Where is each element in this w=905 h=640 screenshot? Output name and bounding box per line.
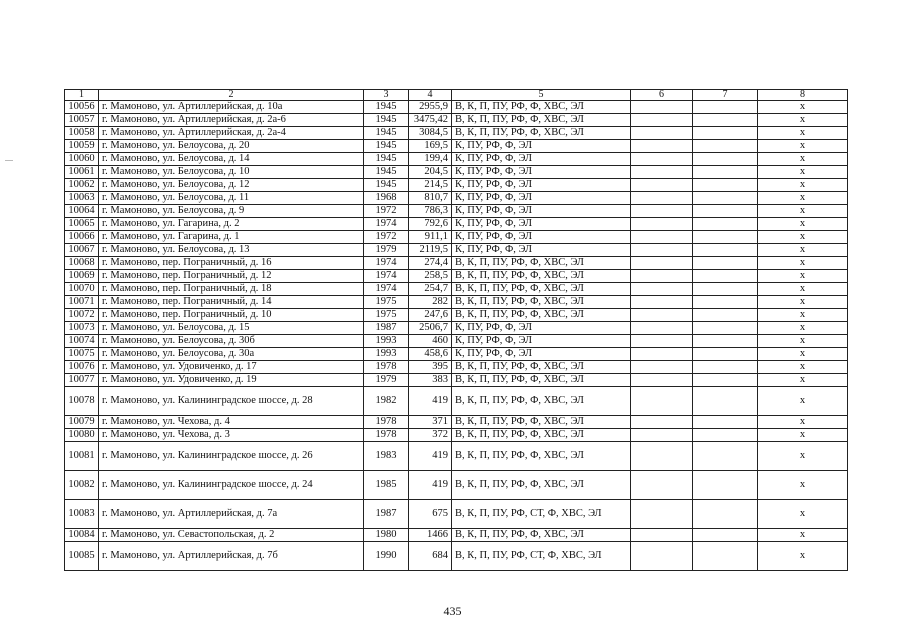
- area-cell: 204,5: [409, 166, 452, 179]
- header-cell-5: 5: [452, 90, 631, 101]
- column-7-cell: [693, 348, 758, 361]
- equipment-cell: К, ПУ, РФ, Ф, ЭЛ: [452, 205, 631, 218]
- header-cell-3: 3: [364, 90, 409, 101]
- column-7-cell: [693, 218, 758, 231]
- table-row: [65, 192, 848, 205]
- year-cell: 1980: [364, 529, 409, 542]
- column-7-cell: [693, 500, 758, 529]
- column-6-cell: [631, 192, 693, 205]
- equipment-cell: В, К, П, ПУ, РФ, Ф, ХВС, ЭЛ: [452, 361, 631, 374]
- column-8-mark: x: [758, 114, 848, 127]
- address-cell: г. Мамоново, ул. Белоусова, д. 14: [99, 153, 364, 166]
- year-cell: 1993: [364, 348, 409, 361]
- year-cell: 1945: [364, 127, 409, 140]
- area-cell: 395: [409, 361, 452, 374]
- column-6-cell: [631, 179, 693, 192]
- year-cell: 1974: [364, 270, 409, 283]
- column-7-cell: [693, 529, 758, 542]
- area-cell: 786,3: [409, 205, 452, 218]
- record-number: 10071: [65, 296, 99, 309]
- area-cell: 3475,42: [409, 114, 452, 127]
- table-row: [65, 257, 848, 270]
- column-8-mark: x: [758, 101, 848, 114]
- area-cell: 247,6: [409, 309, 452, 322]
- address-cell: г. Мамоново, ул. Белоусова, д. 20: [99, 140, 364, 153]
- record-number: 10069: [65, 270, 99, 283]
- year-cell: 1945: [364, 179, 409, 192]
- equipment-cell: В, К, П, ПУ, РФ, СТ, Ф, ХВС, ЭЛ: [452, 500, 631, 529]
- equipment-cell: В, К, П, ПУ, РФ, Ф, ХВС, ЭЛ: [452, 283, 631, 296]
- equipment-cell: К, ПУ, РФ, Ф, ЭЛ: [452, 179, 631, 192]
- year-cell: 1987: [364, 322, 409, 335]
- column-6-cell: [631, 542, 693, 571]
- column-7-cell: [693, 244, 758, 257]
- column-6-cell: [631, 442, 693, 471]
- column-7-cell: [693, 283, 758, 296]
- column-6-cell: [631, 309, 693, 322]
- year-cell: 1945: [364, 114, 409, 127]
- record-number: 10085: [65, 542, 99, 571]
- year-cell: 1974: [364, 218, 409, 231]
- table-row: [65, 361, 848, 374]
- address-cell: г. Мамоново, ул. Белоусова, д. 11: [99, 192, 364, 205]
- area-cell: 372: [409, 429, 452, 442]
- column-8-mark: x: [758, 335, 848, 348]
- column-7-cell: [693, 179, 758, 192]
- year-cell: 1945: [364, 166, 409, 179]
- table-row: [65, 153, 848, 166]
- column-6-cell: [631, 101, 693, 114]
- area-cell: 675: [409, 500, 452, 529]
- column-7-cell: [693, 361, 758, 374]
- column-8-mark: x: [758, 296, 848, 309]
- column-6-cell: [631, 322, 693, 335]
- column-8-mark: x: [758, 283, 848, 296]
- column-8-mark: x: [758, 387, 848, 416]
- equipment-cell: В, К, П, ПУ, РФ, Ф, ХВС, ЭЛ: [452, 270, 631, 283]
- header-cell-7: 7: [693, 90, 758, 101]
- year-cell: 1979: [364, 244, 409, 257]
- table-row: [65, 542, 848, 571]
- address-cell: г. Мамоново, ул. Калининградское шоссе, д. 24: [99, 471, 364, 500]
- column-7-cell: [693, 166, 758, 179]
- equipment-cell: В, К, П, ПУ, РФ, СТ, Ф, ХВС, ЭЛ: [452, 542, 631, 571]
- table-row: [65, 296, 848, 309]
- column-7-cell: [693, 335, 758, 348]
- address-cell: г. Мамоново, ул. Белоусова, д. 30б: [99, 335, 364, 348]
- table-row: [65, 244, 848, 257]
- equipment-cell: В, К, П, ПУ, РФ, Ф, ХВС, ЭЛ: [452, 442, 631, 471]
- column-7-cell: [693, 542, 758, 571]
- year-cell: 1990: [364, 542, 409, 571]
- record-number: 10059: [65, 140, 99, 153]
- address-cell: г. Мамоново, пер. Пограничный, д. 16: [99, 257, 364, 270]
- address-cell: г. Мамоново, ул. Чехова, д. 3: [99, 429, 364, 442]
- equipment-cell: К, ПУ, РФ, Ф, ЭЛ: [452, 335, 631, 348]
- column-8-mark: x: [758, 309, 848, 322]
- column-6-cell: [631, 471, 693, 500]
- table-row: [65, 416, 848, 429]
- equipment-cell: В, К, П, ПУ, РФ, Ф, ХВС, ЭЛ: [452, 127, 631, 140]
- record-number: 10073: [65, 322, 99, 335]
- column-6-cell: [631, 283, 693, 296]
- header-cell-4: 4: [409, 90, 452, 101]
- housing-register-table: [64, 89, 848, 571]
- equipment-cell: В, К, П, ПУ, РФ, Ф, ХВС, ЭЛ: [452, 257, 631, 270]
- record-number: 10061: [65, 166, 99, 179]
- header-cell-6: 6: [631, 90, 693, 101]
- column-6-cell: [631, 166, 693, 179]
- column-6-cell: [631, 416, 693, 429]
- year-cell: 1993: [364, 335, 409, 348]
- record-number: 10062: [65, 179, 99, 192]
- equipment-cell: В, К, П, ПУ, РФ, Ф, ХВС, ЭЛ: [452, 309, 631, 322]
- address-cell: г. Мамоново, ул. Белоусова, д. 10: [99, 166, 364, 179]
- column-7-cell: [693, 231, 758, 244]
- record-number: 10074: [65, 335, 99, 348]
- table-header-row: [65, 90, 848, 101]
- area-cell: 1466: [409, 529, 452, 542]
- area-cell: 684: [409, 542, 452, 571]
- address-cell: г. Мамоново, пер. Пограничный, д. 10: [99, 309, 364, 322]
- column-6-cell: [631, 348, 693, 361]
- record-number: 10067: [65, 244, 99, 257]
- area-cell: 282: [409, 296, 452, 309]
- column-6-cell: [631, 205, 693, 218]
- column-6-cell: [631, 218, 693, 231]
- column-8-mark: x: [758, 205, 848, 218]
- table-row: [65, 335, 848, 348]
- area-cell: 911,1: [409, 231, 452, 244]
- equipment-cell: В, К, П, ПУ, РФ, Ф, ХВС, ЭЛ: [452, 374, 631, 387]
- equipment-cell: В, К, П, ПУ, РФ, Ф, ХВС, ЭЛ: [452, 101, 631, 114]
- area-cell: 383: [409, 374, 452, 387]
- year-cell: 1945: [364, 140, 409, 153]
- area-cell: 214,5: [409, 179, 452, 192]
- column-7-cell: [693, 309, 758, 322]
- address-cell: г. Мамоново, ул. Белоусова, д. 9: [99, 205, 364, 218]
- address-cell: г. Мамоново, пер. Пограничный, д. 12: [99, 270, 364, 283]
- year-cell: 1975: [364, 309, 409, 322]
- column-8-mark: x: [758, 500, 848, 529]
- table-row: [65, 471, 848, 500]
- year-cell: 1978: [364, 416, 409, 429]
- table-row: [65, 127, 848, 140]
- address-cell: г. Мамоново, пер. Пограничный, д. 14: [99, 296, 364, 309]
- year-cell: 1945: [364, 101, 409, 114]
- table-row: [65, 387, 848, 416]
- column-8-mark: x: [758, 542, 848, 571]
- column-8-mark: x: [758, 322, 848, 335]
- column-8-mark: x: [758, 192, 848, 205]
- table-row: [65, 500, 848, 529]
- column-7-cell: [693, 429, 758, 442]
- year-cell: 1972: [364, 205, 409, 218]
- column-7-cell: [693, 374, 758, 387]
- address-cell: г. Мамоново, ул. Артиллерийская, д. 7б: [99, 542, 364, 571]
- table-row: [65, 429, 848, 442]
- record-number: 10060: [65, 153, 99, 166]
- record-number: 10084: [65, 529, 99, 542]
- table-row: [65, 140, 848, 153]
- table-row: [65, 442, 848, 471]
- area-cell: 419: [409, 471, 452, 500]
- table-row: [65, 374, 848, 387]
- record-number: 10056: [65, 101, 99, 114]
- table-row: [65, 322, 848, 335]
- record-number: 10065: [65, 218, 99, 231]
- column-8-mark: x: [758, 429, 848, 442]
- column-8-mark: x: [758, 529, 848, 542]
- address-cell: г. Мамоново, ул. Гагарина, д. 2: [99, 218, 364, 231]
- equipment-cell: В, К, П, ПУ, РФ, Ф, ХВС, ЭЛ: [452, 529, 631, 542]
- column-8-mark: x: [758, 231, 848, 244]
- address-cell: г. Мамоново, ул. Калининградское шоссе, д. 26: [99, 442, 364, 471]
- column-7-cell: [693, 387, 758, 416]
- record-number: 10057: [65, 114, 99, 127]
- column-8-mark: x: [758, 348, 848, 361]
- column-6-cell: [631, 114, 693, 127]
- area-cell: 419: [409, 442, 452, 471]
- column-6-cell: [631, 335, 693, 348]
- record-number: 10068: [65, 257, 99, 270]
- equipment-cell: В, К, П, ПУ, РФ, Ф, ХВС, ЭЛ: [452, 471, 631, 500]
- address-cell: г. Мамоново, ул. Севастопольская, д. 2: [99, 529, 364, 542]
- margin-mark: [5, 160, 13, 161]
- record-number: 10063: [65, 192, 99, 205]
- area-cell: 3084,5: [409, 127, 452, 140]
- year-cell: 1974: [364, 257, 409, 270]
- address-cell: г. Мамоново, ул. Артиллерийская, д. 2а-6: [99, 114, 364, 127]
- table-row: [65, 309, 848, 322]
- header-cell-2: 2: [99, 90, 364, 101]
- record-number: 10082: [65, 471, 99, 500]
- column-7-cell: [693, 471, 758, 500]
- equipment-cell: К, ПУ, РФ, Ф, ЭЛ: [452, 153, 631, 166]
- column-6-cell: [631, 231, 693, 244]
- year-cell: 1979: [364, 374, 409, 387]
- year-cell: 1974: [364, 283, 409, 296]
- address-cell: г. Мамоново, ул. Чехова, д. 4: [99, 416, 364, 429]
- year-cell: 1983: [364, 442, 409, 471]
- column-6-cell: [631, 270, 693, 283]
- column-8-mark: x: [758, 416, 848, 429]
- column-6-cell: [631, 500, 693, 529]
- table-row: [65, 348, 848, 361]
- record-number: 10077: [65, 374, 99, 387]
- area-cell: 2506,7: [409, 322, 452, 335]
- record-number: 10072: [65, 309, 99, 322]
- address-cell: г. Мамоново, ул. Белоусова, д. 12: [99, 179, 364, 192]
- column-6-cell: [631, 296, 693, 309]
- area-cell: 258,5: [409, 270, 452, 283]
- year-cell: 1945: [364, 153, 409, 166]
- area-cell: 419: [409, 387, 452, 416]
- table-row: [65, 114, 848, 127]
- area-cell: 254,7: [409, 283, 452, 296]
- equipment-cell: К, ПУ, РФ, Ф, ЭЛ: [452, 218, 631, 231]
- record-number: 10083: [65, 500, 99, 529]
- column-6-cell: [631, 361, 693, 374]
- address-cell: г. Мамоново, ул. Удовиченко, д. 17: [99, 361, 364, 374]
- record-number: 10066: [65, 231, 99, 244]
- column-6-cell: [631, 387, 693, 416]
- column-7-cell: [693, 192, 758, 205]
- table-row: [65, 205, 848, 218]
- record-number: 10080: [65, 429, 99, 442]
- column-6-cell: [631, 429, 693, 442]
- year-cell: 1975: [364, 296, 409, 309]
- column-7-cell: [693, 101, 758, 114]
- column-7-cell: [693, 322, 758, 335]
- column-8-mark: x: [758, 153, 848, 166]
- table-row: [65, 283, 848, 296]
- equipment-cell: К, ПУ, РФ, Ф, ЭЛ: [452, 348, 631, 361]
- area-cell: 199,4: [409, 153, 452, 166]
- table-row: [65, 101, 848, 114]
- year-cell: 1985: [364, 471, 409, 500]
- address-cell: г. Мамоново, пер. Пограничный, д. 18: [99, 283, 364, 296]
- column-6-cell: [631, 153, 693, 166]
- column-6-cell: [631, 140, 693, 153]
- area-cell: 810,7: [409, 192, 452, 205]
- equipment-cell: К, ПУ, РФ, Ф, ЭЛ: [452, 244, 631, 257]
- address-cell: г. Мамоново, ул. Белоусова, д. 30а: [99, 348, 364, 361]
- address-cell: г. Мамоново, ул. Артиллерийская, д. 7а: [99, 500, 364, 529]
- address-cell: г. Мамоново, ул. Калининградское шоссе, д. 28: [99, 387, 364, 416]
- column-6-cell: [631, 244, 693, 257]
- column-7-cell: [693, 114, 758, 127]
- column-7-cell: [693, 205, 758, 218]
- column-8-mark: x: [758, 140, 848, 153]
- equipment-cell: В, К, П, ПУ, РФ, Ф, ХВС, ЭЛ: [452, 429, 631, 442]
- year-cell: 1978: [364, 429, 409, 442]
- area-cell: 458,6: [409, 348, 452, 361]
- area-cell: 169,5: [409, 140, 452, 153]
- address-cell: г. Мамоново, ул. Артиллерийская, д. 2а-4: [99, 127, 364, 140]
- header-cell-8: 8: [758, 90, 848, 101]
- year-cell: 1978: [364, 361, 409, 374]
- year-cell: 1982: [364, 387, 409, 416]
- area-cell: 371: [409, 416, 452, 429]
- column-6-cell: [631, 529, 693, 542]
- column-6-cell: [631, 127, 693, 140]
- column-8-mark: x: [758, 244, 848, 257]
- column-7-cell: [693, 442, 758, 471]
- address-cell: г. Мамоново, ул. Белоусова, д. 13: [99, 244, 364, 257]
- table-row: [65, 166, 848, 179]
- column-8-mark: x: [758, 218, 848, 231]
- column-8-mark: x: [758, 270, 848, 283]
- column-8-mark: x: [758, 471, 848, 500]
- table-row: [65, 218, 848, 231]
- column-8-mark: x: [758, 361, 848, 374]
- record-number: 10070: [65, 283, 99, 296]
- equipment-cell: В, К, П, ПУ, РФ, Ф, ХВС, ЭЛ: [452, 416, 631, 429]
- column-7-cell: [693, 153, 758, 166]
- year-cell: 1968: [364, 192, 409, 205]
- column-6-cell: [631, 257, 693, 270]
- area-cell: 460: [409, 335, 452, 348]
- column-7-cell: [693, 140, 758, 153]
- column-7-cell: [693, 296, 758, 309]
- column-8-mark: x: [758, 179, 848, 192]
- header-cell-1: 1: [65, 90, 99, 101]
- equipment-cell: К, ПУ, РФ, Ф, ЭЛ: [452, 322, 631, 335]
- column-7-cell: [693, 257, 758, 270]
- column-8-mark: x: [758, 257, 848, 270]
- table-row: [65, 231, 848, 244]
- table-row: [65, 529, 848, 542]
- area-cell: 274,4: [409, 257, 452, 270]
- column-8-mark: x: [758, 374, 848, 387]
- record-number: 10058: [65, 127, 99, 140]
- record-number: 10075: [65, 348, 99, 361]
- table-row: [65, 179, 848, 192]
- record-number: 10064: [65, 205, 99, 218]
- record-number: 10076: [65, 361, 99, 374]
- equipment-cell: К, ПУ, РФ, Ф, ЭЛ: [452, 140, 631, 153]
- record-number: 10081: [65, 442, 99, 471]
- record-number: 10079: [65, 416, 99, 429]
- address-cell: г. Мамоново, ул. Удовиченко, д. 19: [99, 374, 364, 387]
- table-row: [65, 270, 848, 283]
- column-8-mark: x: [758, 442, 848, 471]
- equipment-cell: В, К, П, ПУ, РФ, Ф, ХВС, ЭЛ: [452, 387, 631, 416]
- equipment-cell: К, ПУ, РФ, Ф, ЭЛ: [452, 192, 631, 205]
- equipment-cell: В, К, П, ПУ, РФ, Ф, ХВС, ЭЛ: [452, 296, 631, 309]
- column-7-cell: [693, 416, 758, 429]
- year-cell: 1987: [364, 500, 409, 529]
- column-7-cell: [693, 270, 758, 283]
- address-cell: г. Мамоново, ул. Артиллерийская, д. 10а: [99, 101, 364, 114]
- column-7-cell: [693, 127, 758, 140]
- equipment-cell: К, ПУ, РФ, Ф, ЭЛ: [452, 231, 631, 244]
- area-cell: 792,6: [409, 218, 452, 231]
- column-8-mark: x: [758, 127, 848, 140]
- page-number: 435: [443, 604, 462, 618]
- address-cell: г. Мамоново, ул. Белоусова, д. 15: [99, 322, 364, 335]
- year-cell: 1972: [364, 231, 409, 244]
- equipment-cell: К, ПУ, РФ, Ф, ЭЛ: [452, 166, 631, 179]
- column-8-mark: x: [758, 166, 848, 179]
- area-cell: 2955,9: [409, 101, 452, 114]
- equipment-cell: В, К, П, ПУ, РФ, Ф, ХВС, ЭЛ: [452, 114, 631, 127]
- area-cell: 2119,5: [409, 244, 452, 257]
- record-number: 10078: [65, 387, 99, 416]
- address-cell: г. Мамоново, ул. Гагарина, д. 1: [99, 231, 364, 244]
- column-6-cell: [631, 374, 693, 387]
